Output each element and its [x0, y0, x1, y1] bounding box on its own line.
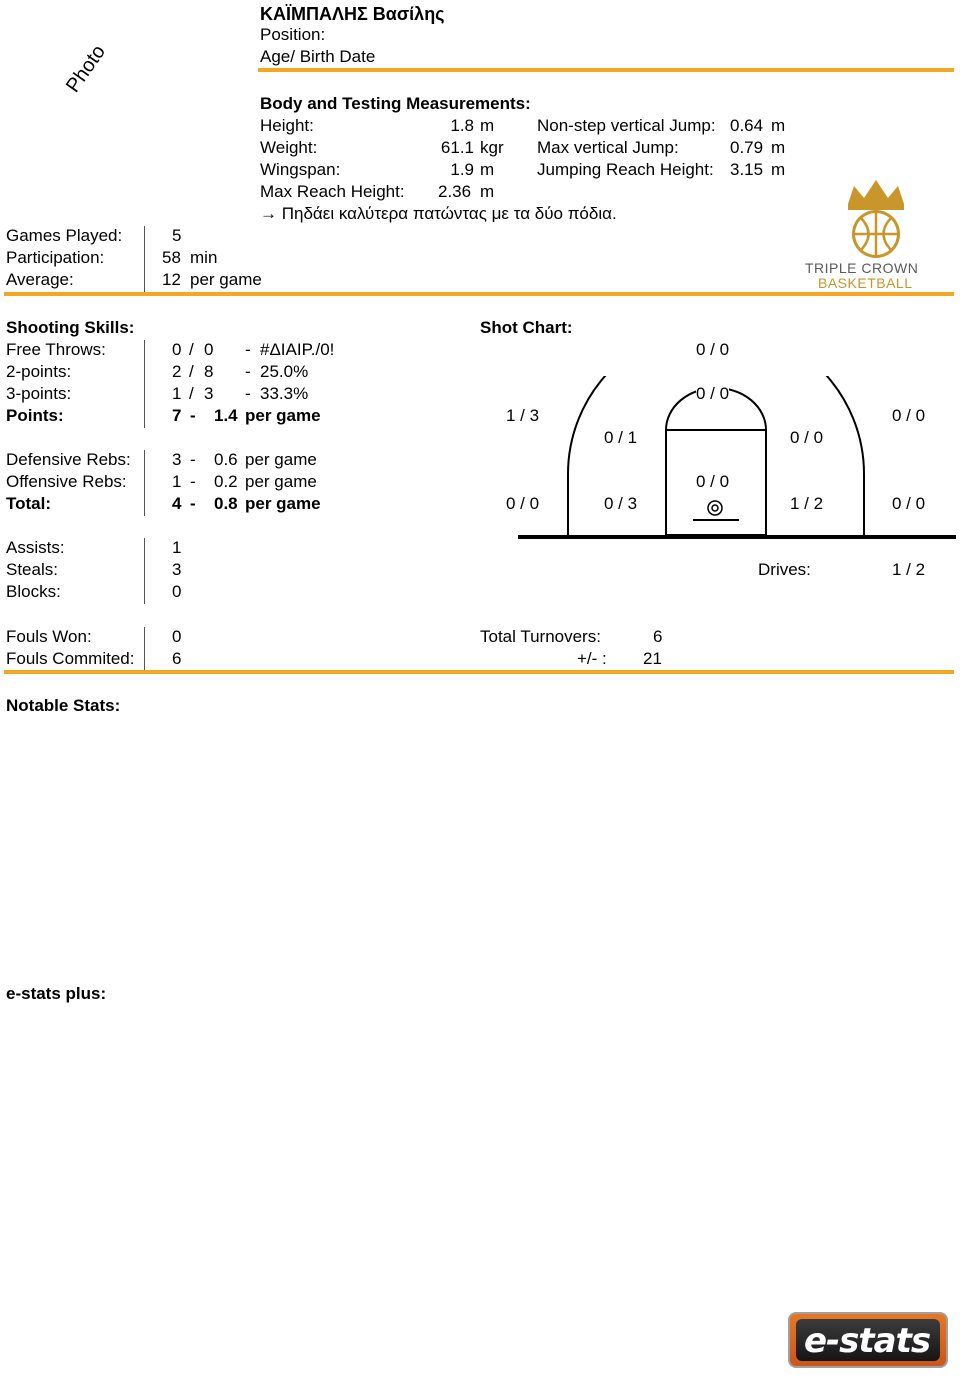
fouls-commited-value: 6 — [172, 649, 182, 668]
nonstep-unit: m — [771, 116, 786, 135]
p2-slash: / — [189, 362, 194, 381]
turnovers-label: Total Turnovers: — [480, 627, 601, 646]
points-avg: 1.4 — [214, 406, 238, 425]
off-rebs-label: Offensive Rebs: — [6, 472, 127, 491]
def-rebs-value: 3 — [172, 450, 182, 469]
section-divider-2 — [4, 670, 954, 674]
reach-value: 2.36 — [438, 182, 472, 201]
zone-left-elbow: 0 / 1 — [604, 428, 638, 447]
wingspan-unit: m — [480, 160, 495, 179]
drives-value: 1 / 2 — [892, 560, 926, 579]
off-rebs-dash: - — [190, 472, 196, 491]
participation-unit: min — [190, 248, 218, 267]
zone-left-wing-3: 1 / 3 — [506, 406, 540, 425]
weight-label: Weight: — [260, 138, 318, 157]
zone-right-wing-3: 0 / 0 — [892, 406, 926, 425]
assists-value: 1 — [172, 538, 182, 557]
body-title: Body and Testing Measurements: — [260, 94, 531, 113]
rebounds-divider — [144, 450, 145, 516]
p3-pct: 33.3% — [260, 384, 309, 403]
participation-value: 58 — [162, 248, 181, 267]
total-rebs-unit: per game — [245, 494, 321, 513]
logo-line2: BASKETBALL — [818, 275, 913, 291]
fouls-divider — [144, 627, 145, 671]
p2-made: 2 — [172, 362, 182, 381]
court-diagram — [518, 376, 958, 544]
section-divider-1 — [4, 292, 954, 296]
maxvert-unit: m — [771, 138, 786, 157]
zone-top-key: 0 / 0 — [696, 384, 730, 403]
photo-placeholder: Photo — [62, 41, 110, 97]
player-name: ΚΑΪΜΠΑΛΗΣ Βασίλης — [260, 4, 445, 24]
weight-unit: kgr — [480, 138, 504, 157]
ft-att: 0 — [204, 340, 214, 359]
height-value: 1.8 — [450, 116, 474, 135]
total-rebs-label: Total: — [6, 494, 52, 513]
fouls-commited-label: Fouls Commited: — [6, 649, 135, 668]
points-dash: - — [190, 406, 196, 425]
average-unit: per game — [190, 270, 262, 289]
reach-unit: m — [480, 182, 495, 201]
plus-minus-value: 21 — [643, 649, 662, 668]
games-divider — [144, 226, 145, 292]
points-unit: per game — [245, 406, 321, 425]
games-played-label: Games Played: — [6, 226, 123, 245]
steals-value: 3 — [172, 560, 182, 579]
average-value: 12 — [162, 270, 181, 289]
total-rebs-value: 4 — [172, 494, 182, 513]
ft-made: 0 — [172, 340, 182, 359]
steals-label: Steals: — [6, 560, 58, 579]
notable-stats-label: Notable Stats: — [6, 696, 121, 715]
ft-pct: #ΔΙΑΙΡ./0! — [260, 340, 335, 359]
logo-line1: TRIPLE CROWN — [805, 260, 919, 276]
p3-dash: - — [245, 384, 251, 403]
estats-logo — [788, 1312, 948, 1368]
zone-paint: 0 / 0 — [696, 472, 730, 491]
points-value: 7 — [172, 406, 182, 425]
p2-att: 8 — [204, 362, 214, 381]
p2-pct: 25.0% — [260, 362, 309, 381]
p2-label: 2-points: — [6, 362, 72, 381]
age-label: Age/ Birth Date — [260, 47, 376, 66]
def-rebs-dash: - — [190, 450, 196, 469]
p3-slash: / — [189, 384, 194, 403]
maxvert-label: Max vertical Jump: — [537, 138, 679, 157]
def-rebs-avg: 0.6 — [214, 450, 238, 469]
height-label: Height: — [260, 116, 314, 135]
position-label: Position: — [260, 25, 326, 44]
p3-made: 1 — [172, 384, 182, 403]
shooting-divider — [144, 340, 145, 428]
participation-label: Participation: — [6, 248, 105, 267]
off-rebs-avg: 0.2 — [214, 472, 238, 491]
estats-plus-label: e-stats plus: — [6, 984, 107, 1003]
nonstep-label: Non-step vertical Jump: — [537, 116, 716, 135]
points-label: Points: — [6, 406, 64, 425]
jump-note: → Πηδάει καλύτερα πατώντας με τα δύο πόδια. — [260, 204, 617, 223]
p3-att: 3 — [204, 384, 214, 403]
games-played-value: 5 — [172, 226, 182, 245]
zone-left-corner-3: 0 / 0 — [506, 494, 540, 513]
jumpreach-value: 3.15 — [730, 160, 764, 179]
p3-label: 3-points: — [6, 384, 72, 403]
shot-chart-title: Shot Chart: — [480, 318, 573, 337]
other-divider — [144, 538, 145, 604]
drives-label: Drives: — [758, 560, 811, 579]
turnovers-value: 6 — [653, 627, 663, 646]
off-rebs-value: 1 — [172, 472, 182, 491]
def-rebs-label: Defensive Rebs: — [6, 450, 131, 469]
reach-label: Max Reach Height: — [260, 182, 405, 201]
zone-right-baseline-2: 1 / 2 — [790, 494, 824, 513]
blocks-value: 0 — [172, 582, 182, 601]
height-unit: m — [480, 116, 495, 135]
jumpreach-label: Jumping Reach Height: — [537, 160, 714, 179]
assists-label: Assists: — [6, 538, 65, 557]
weight-value: 61.1 — [440, 138, 474, 157]
fouls-won-label: Fouls Won: — [6, 627, 92, 646]
wingspan-value: 1.9 — [450, 160, 474, 179]
zone-top-center-deep: 0 / 0 — [696, 340, 730, 359]
total-rebs-avg: 0.8 — [214, 494, 238, 513]
zone-left-baseline-2: 0 / 3 — [604, 494, 638, 513]
wingspan-label: Wingspan: — [260, 160, 341, 179]
plus-minus-label: +/- : — [577, 649, 607, 668]
header-divider — [258, 68, 954, 72]
blocks-label: Blocks: — [6, 582, 61, 601]
zone-right-corner-3: 0 / 0 — [892, 494, 926, 513]
jumpreach-unit: m — [771, 160, 786, 179]
triple-crown-logo-icon — [836, 178, 916, 262]
p2-dash: - — [245, 362, 251, 381]
maxvert-value: 0.79 — [730, 138, 764, 157]
total-rebs-dash: - — [190, 494, 196, 513]
ft-slash: / — [189, 340, 194, 359]
fouls-won-value: 0 — [172, 627, 182, 646]
ft-dash: - — [245, 340, 251, 359]
zone-right-elbow: 0 / 0 — [790, 428, 824, 447]
def-rebs-unit: per game — [245, 450, 317, 469]
nonstep-value: 0.64 — [730, 116, 764, 135]
average-label: Average: — [6, 270, 74, 289]
estats-brand-text: e-stats — [804, 1321, 931, 1361]
shooting-title: Shooting Skills: — [6, 318, 135, 337]
off-rebs-unit: per game — [245, 472, 317, 491]
ft-label: Free Throws: — [6, 340, 106, 359]
